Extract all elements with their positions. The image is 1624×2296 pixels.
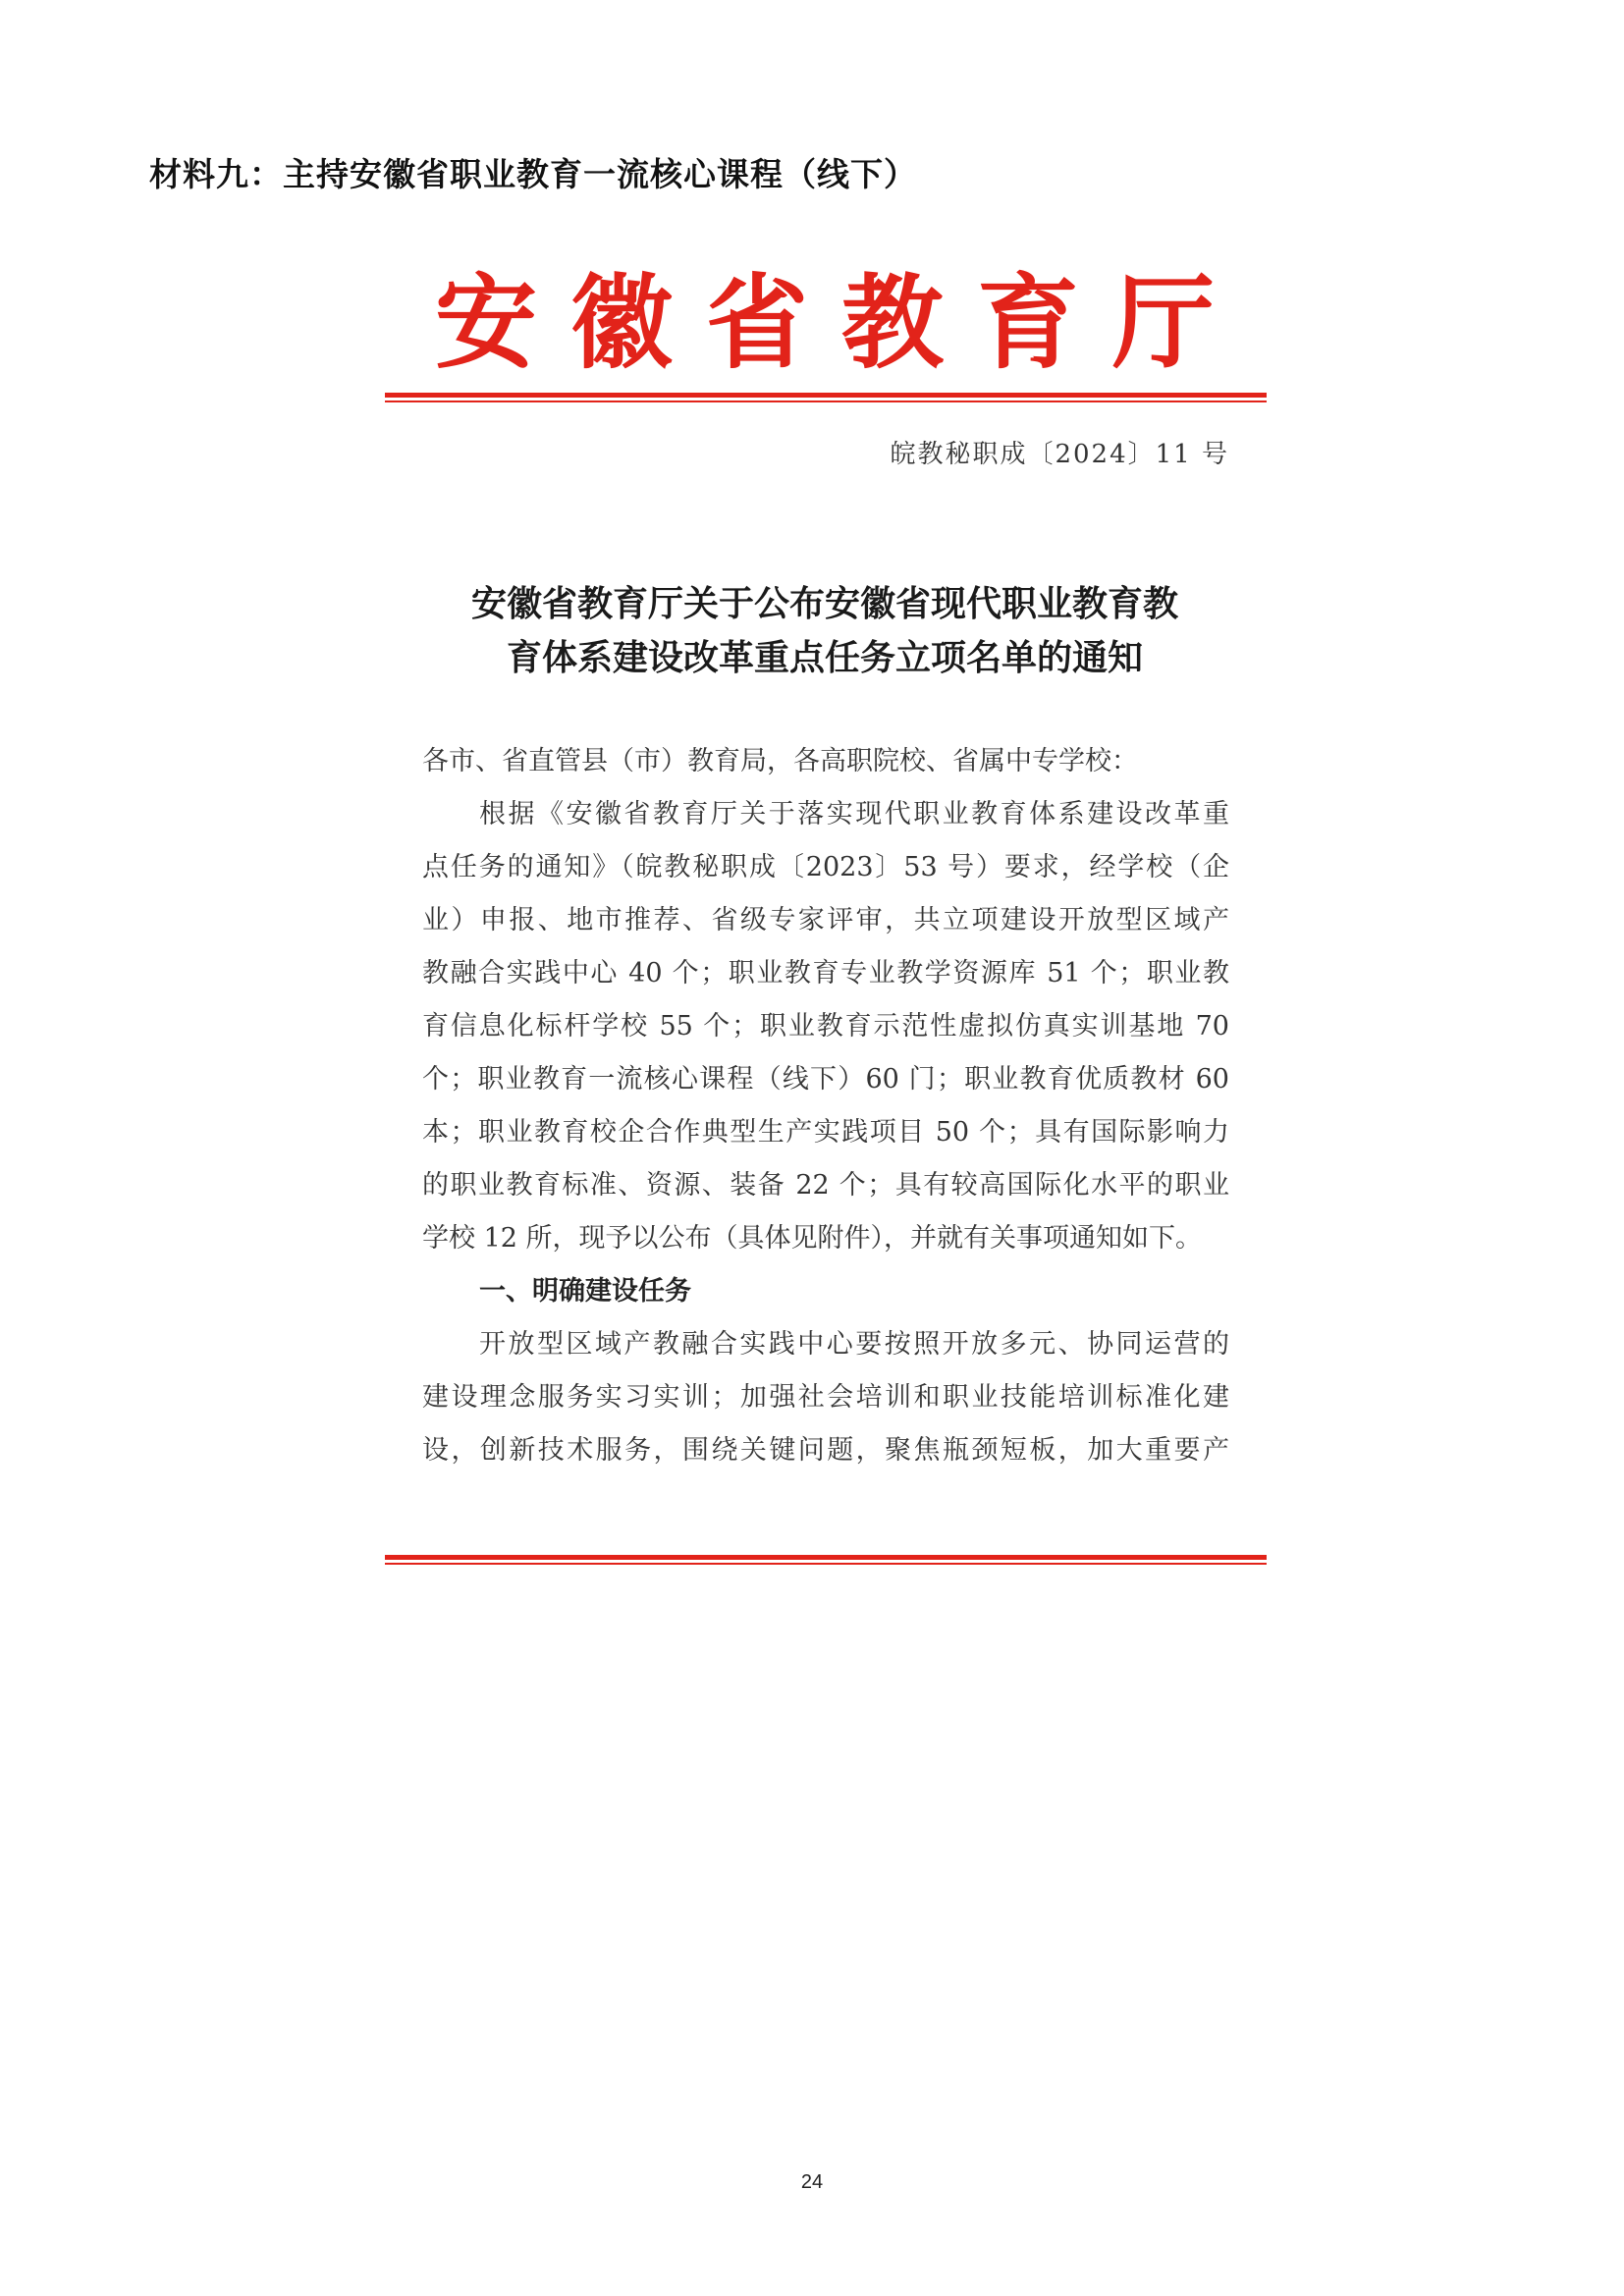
paragraph-1-line: 本；职业教育校企合作典型生产实践项目 50 个；具有国际影响力	[422, 1117, 1229, 1148]
footer-red-rule	[385, 1555, 1267, 1565]
paragraph-1-line: 育信息化标杆学校 55 个；职业教育示范性虚拟仿真实训基地 70	[422, 1011, 1229, 1041]
document-number: 皖教秘职成〔2024〕11 号	[890, 440, 1229, 469]
document-masthead: 安徽省教育厅	[434, 262, 1248, 383]
paragraph-2-line: 设，创新技术服务，围绕关键问题，聚焦瓶颈短板，加大重要产	[422, 1435, 1229, 1466]
paragraph-1-line: 业）申报、地市推荐、省级专家评审，共立项建设开放型区域产	[422, 905, 1229, 935]
paragraph-1-line: 个；职业教育一流核心课程（线下）60 门；职业教育优质教材 60	[422, 1064, 1229, 1095]
section-1-heading: 一、明确建设任务	[479, 1276, 691, 1307]
paragraph-2-line: 开放型区域产教融合实践中心要按照开放多元、协同运营的	[479, 1329, 1229, 1360]
scanned-document	[383, 257, 1267, 1568]
document-title-line-1: 安徽省教育厅关于公布安徽省现代职业教育教	[470, 583, 1178, 624]
page-number: 24	[800, 2171, 824, 2193]
paragraph-1-line: 点任务的通知》（皖教秘职成〔2023〕53 号）要求，经学校（企	[422, 852, 1229, 882]
paragraph-1-line: 根据《安徽省教育厅关于落实现代职业教育体系建设改革重	[479, 799, 1229, 829]
section-heading: 材料九：主持安徽省职业教育一流核心课程（线下）	[149, 155, 917, 193]
paragraph-1-line: 的职业教育标准、资源、装备 22 个；具有较高国际化水平的职业	[422, 1170, 1229, 1201]
paragraph-1-line: 教融合实践中心 40 个；职业教育专业教学资源库 51 个；职业教	[422, 958, 1229, 988]
paragraph-1-line: 学校 12 所，现予以公布（具体见附件），并就有关事项通知如下。	[422, 1223, 1203, 1254]
document-title-line-2: 育体系建设改革重点任务立项名单的通知	[506, 637, 1143, 678]
paragraph-2-line: 建设理念服务实习实训；加强社会培训和职业技能培训标准化建	[422, 1382, 1229, 1413]
masthead-red-rule	[385, 393, 1267, 402]
salutation: 各市、省直管县（市）教育局，各高职院校、省属中专学校：	[422, 746, 1138, 776]
